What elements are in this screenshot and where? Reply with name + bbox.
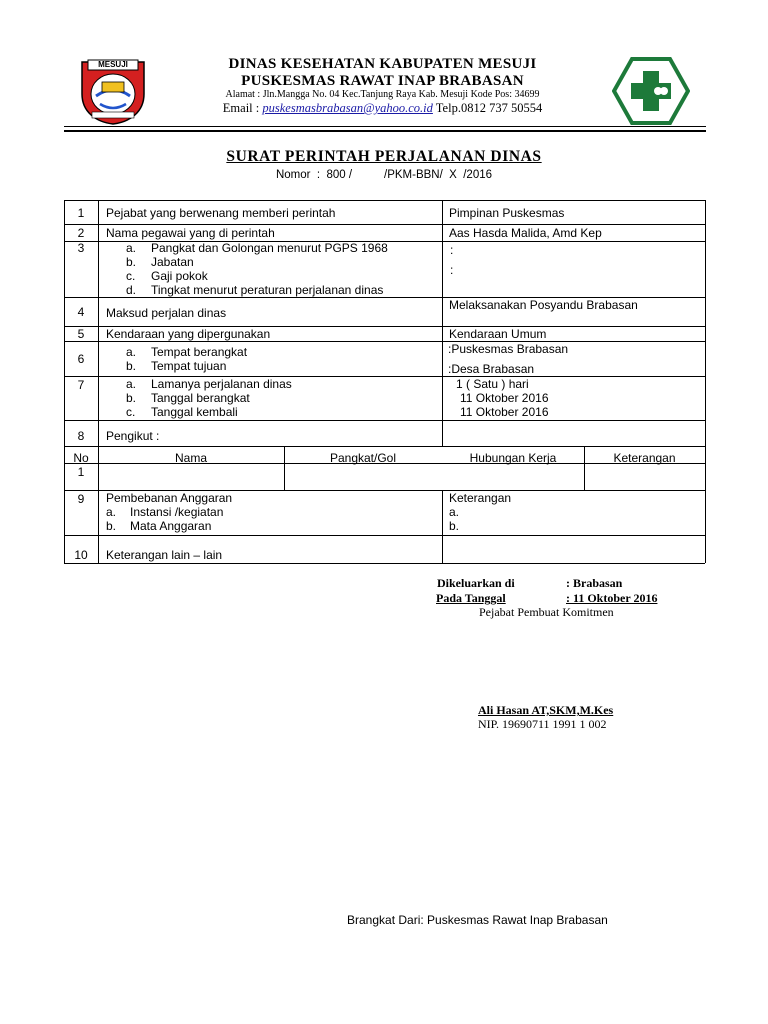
row-7-value-3: 11 Oktober 2016 [460,405,549,419]
row-7-item-a-letter: a. [126,377,137,391]
row-3-number: 3 [77,241,85,255]
row-6-item-a-letter: a. [126,345,137,359]
row-9-value-label: Keterangan [449,491,512,505]
mesuji-emblem [78,56,148,126]
issued-at-value: : Brabasan [566,576,623,590]
phone-text: Telp.0812 737 50554 [432,101,543,115]
row-3-item-c-letter: c. [126,269,136,283]
issue-date-label: Pada Tanggal [436,591,506,605]
row-3-item-a: Pangkat dan Golongan menurut PGPS 1968 [151,241,388,255]
row-6-value-2: :Desa Brabasan [448,362,535,376]
row-3-item-c: Gaji pokok [151,269,208,283]
health-cross-logo-icon [612,57,690,125]
row-9-item-a: Instansi /kegiatan [130,505,224,519]
row-9-number: 9 [77,492,85,506]
row-5-number: 5 [77,327,85,341]
row-3-value-1: : [450,243,454,257]
row-3-item-d-letter: d. [126,283,137,297]
row-3-item-b-letter: b. [126,255,137,269]
mesuji-emblem-label: MESUJI [98,60,128,69]
row-7-value-1: 1 ( Satu ) hari [456,377,529,391]
sub-header-hubungan: Hubungan Kerja [469,451,557,465]
row-8-number: 8 [77,429,85,443]
row-9-item-a-letter: a. [106,505,117,519]
sub-header-nama: Nama [174,451,207,465]
header-agency: DINAS KESEHATAN KABUPATEN MESUJI [228,56,537,72]
row-1-value: Pimpinan Puskesmas [449,206,565,220]
row-5-label: Kendaraan yang dipergunakan [106,327,271,341]
departure-from: Brangkat Dari: Puskesmas Rawat Inap Brabasan [347,913,608,927]
row-3-item-b: Jabatan [151,255,194,269]
row-3-item-d: Tingkat menurut peraturan perjalanan dinas [151,283,384,297]
row-4-label: Maksud perjalan dinas [106,306,227,320]
row-7-value-2: 11 Oktober 2016 [460,391,549,405]
row-7-number: 7 [77,378,85,392]
header-institution: PUSKESMAS RAWAT INAP BRABASAN [241,73,524,89]
signer-nip: NIP. 19690711 1991 1 002 [478,717,607,731]
row-8-label: Pengikut : [106,429,160,443]
header-rule-thin [64,126,706,127]
row-9-value-b: b. [449,519,460,533]
row-1-number: 1 [77,206,85,220]
row-6-item-b: Tempat tujuan [151,359,227,373]
header-address: Alamat : Jln.Mangga No. 04 Kec.Tanjung Raya Kab. Mesuji Kode Pos: 34699 [225,89,540,100]
sub-header-pangkat: Pangkat/Gol [329,451,397,465]
email-label: Email : [222,101,263,115]
document-title: SURAT PERINTAH PERJALANAN DINAS [226,148,542,165]
row-6-value-1: :Puskesmas Brabasan [448,342,569,356]
row-4-number: 4 [77,305,85,319]
spd-table [64,200,705,563]
row-7-item-b-letter: b. [126,391,137,405]
signer-title: Pejabat Pembuat Komitmen [479,605,614,619]
row-1-label: Pejabat yang berwenang memberi perintah [106,206,336,220]
email-link[interactable]: puskesmasbrabasan@yahoo.co.id [262,101,433,115]
row-7-item-c: Tanggal kembali [151,405,238,419]
row-9-item-b-letter: b. [106,519,117,533]
row-6-item-b-letter: b. [126,359,137,373]
signer-name: Ali Hasan AT,SKM,M.Kes [478,703,614,717]
row-6-item-a: Tempat berangkat [151,345,248,359]
row-4-value: Melaksanakan Posyandu Brabasan [449,298,638,312]
issue-date-value: : 11 Oktober 2016 [566,591,658,605]
row-9-label: Pembebanan Anggaran [106,491,233,505]
row-6-number: 6 [77,352,85,366]
row-7-item-c-letter: c. [126,405,136,419]
row-5-value: Kendaraan Umum [449,327,547,341]
row-2-value: Aas Hasda Malida, Amd Kep [449,226,602,240]
sub-header-keterangan: Keterangan [613,451,676,465]
issued-at-label: Dikeluarkan di [437,576,515,590]
row-9-item-b: Mata Anggaran [130,519,212,533]
row-10-label: Keterangan lain – lain [106,548,223,562]
sub-row-1-number: 1 [77,465,85,479]
document-number: Nomor : 800 / /PKM-BBN/ X /2016 [275,169,493,181]
row-3-value-2: : [450,263,454,277]
row-2-number: 2 [77,226,85,240]
header-contact [160,101,605,116]
row-10-number: 10 [74,548,88,562]
row-3-item-a-letter: a. [126,241,137,255]
row-7-item-b: Tanggal berangkat [151,391,250,405]
row-2-label: Nama pegawai yang di perintah [106,226,275,240]
row-7-item-a: Lamanya perjalanan dinas [151,377,292,391]
header-rule-thick [64,130,706,132]
row-9-value-a: a. [449,505,460,519]
sub-header-no: No [73,451,89,465]
